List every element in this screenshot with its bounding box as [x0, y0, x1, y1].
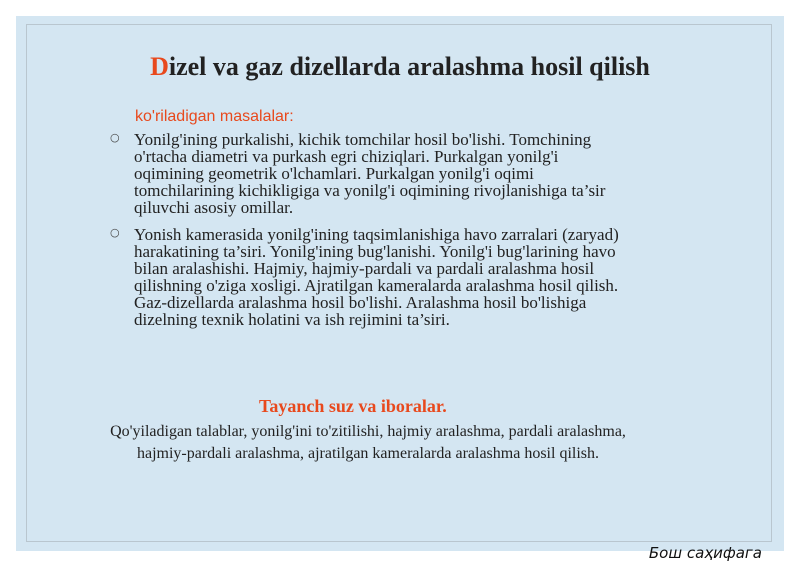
- bullet-circle-icon: ○: [110, 226, 120, 239]
- keywords-text: Qo'yiladigan talablar, yonilg'ini to'zitilishi, hajmiy aralashma, pardali aralashma, hajmiy-pardali aralashma, ajratilgan kameralarda aralashma hosil qilish.: [110, 423, 626, 462]
- topics-list: [110, 131, 630, 338]
- title-text: izel va gaz dizellarda aralashma hosil qilish: [168, 52, 650, 81]
- bullet-circle-icon: ○: [110, 131, 120, 144]
- list-item: [110, 226, 630, 328]
- list-item-text: Yonilg'ining purkalishi, kichik tomchilar hosil bo'lishi. Tomchining o'rtacha diametri va purkash egri chiziqlari. Purkalgan yonilg'i oqimining geometrik o'lchamlari. Purkalgan yonilg'i oqimi tomchilarining kichikligiga va yonilg'i oqimining rivojlanishiga ta’sir qiluvchi asosiy omillar.: [134, 130, 606, 217]
- list-item: [110, 131, 630, 216]
- list-item-text: Yonish kamerasida yonilg'ining taqsimlanishiga havo zarralari (zaryad) harakatining ta’siri. Yonilg'ining bug'lanishi. Yonilg'i bug'larining havo bilan aralashishi. Hajmiy, hajmiy-pardali va pardali aralashma hosil qilishning o'ziga xosligi. Ajratilgan kameralarda aralashma hosil qilish. Gaz-dizellarda aralashma hosil bo'lishi. Aralashma hosil bo'lishiga dizelning texnik holatini va ish rejimini ta’siri.: [134, 225, 619, 329]
- subheading: ko'riladigan masalalar:: [135, 108, 294, 125]
- slide-title: [0, 52, 800, 82]
- keywords-title: Tayanch suz va iboralar.: [259, 396, 447, 416]
- home-link[interactable]: Бoш саҳифага: [648, 544, 762, 562]
- title-initial: D: [150, 52, 169, 81]
